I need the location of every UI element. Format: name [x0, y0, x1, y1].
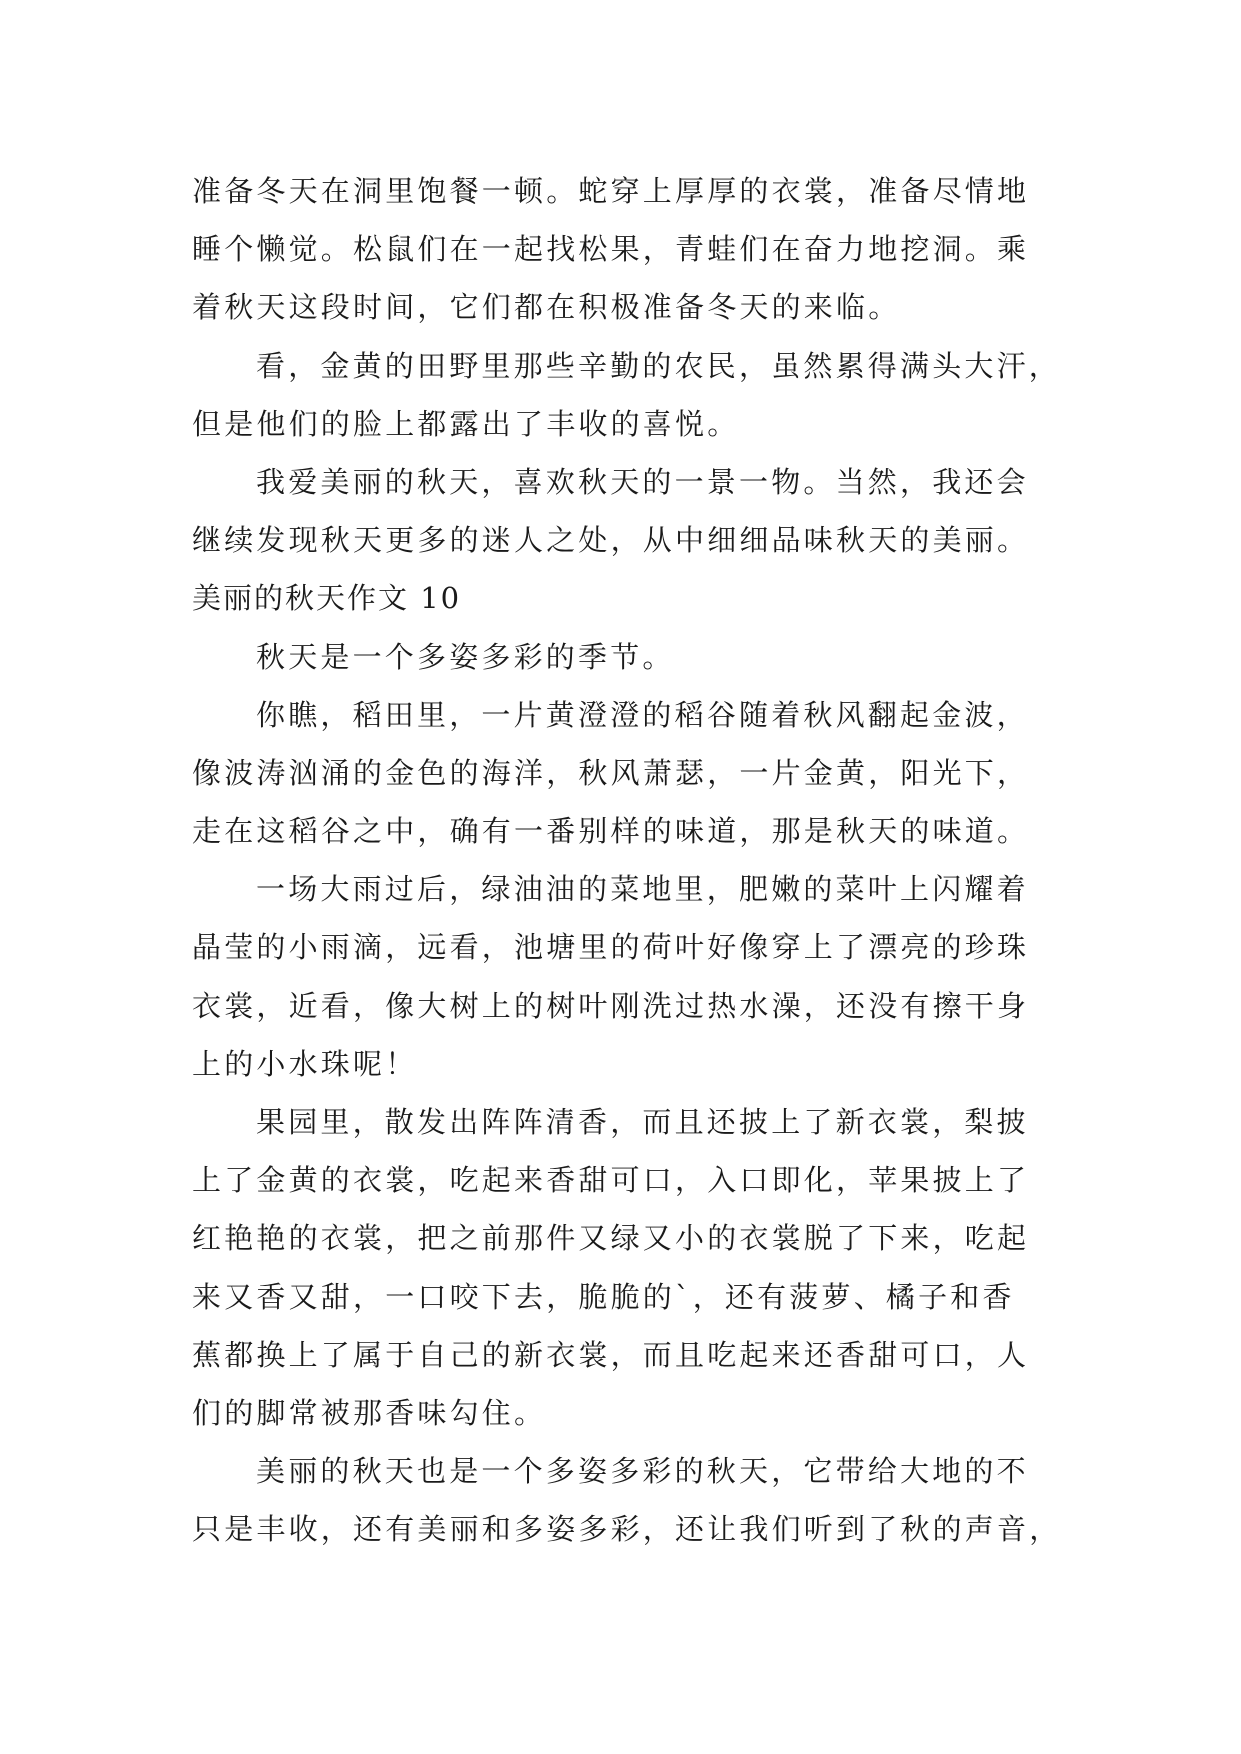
text-line: 着秋天这段时间，它们都在积极准备冬天的来临。	[192, 290, 901, 325]
text-line: 睡个懒觉。松鼠们在一起找松果，青蛙们在奋力地挖洞。乘	[192, 232, 1030, 267]
text-line: 蕉都换上了属于自己的新衣裳，而且吃起来还香甜可口，人	[192, 1337, 1030, 1372]
text-line: 衣裳，近看，像大树上的树叶刚洗过热水澡，还没有擦干身	[192, 988, 1030, 1023]
text-line: 来又香又甜，一口咬下去，脆脆的`，还有菠萝、橘子和香	[192, 1279, 1015, 1314]
paragraph-start-line: 果园里，散发出阵阵清香，而且还披上了新衣裳，梨披	[256, 1105, 1029, 1139]
text-line: 们的脚常被那香味勾住。	[192, 1395, 547, 1430]
paragraph-start-line: 一场大雨过后，绿油油的菜地里，肥嫩的菜叶上闪耀着	[256, 872, 1029, 907]
text-line: 但是他们的脸上都露出了丰收的喜悦。	[192, 406, 740, 441]
essay-body	[192, 162, 1072, 1559]
section-heading: 美丽的秋天作文 10	[192, 581, 462, 616]
paragraph-start-line: 看，金黄的田野里那些辛勤的农民，虽然累得满头大汗，	[256, 348, 1062, 383]
paragraph-start-line: 秋天是一个多姿多彩的季节。	[256, 639, 675, 674]
text-line: 像波涛汹涌的金色的海洋，秋风萧瑟，一片金黄，阳光下，	[192, 755, 1030, 790]
text-line: 上的小水珠呢！	[192, 1046, 418, 1081]
text-line: 准备冬天在洞里饱餐一顿。蛇穿上厚厚的衣裳，准备尽情地	[192, 174, 1030, 208]
text-line: 只是丰收，还有美丽和多姿多彩，还让我们听到了秋的声音，	[192, 1512, 1062, 1547]
paragraph-start-line: 美丽的秋天也是一个多姿多彩的秋天，它带给大地的不	[256, 1454, 1029, 1489]
text-line: 红艳艳的衣裳，把之前那件又绿又小的衣裳脱了下来，吃起	[192, 1221, 1030, 1256]
paragraph-start-line: 我爱美丽的秋天，喜欢秋天的一景一物。当然，我还会	[256, 464, 1029, 499]
text-line: 上了金黄的衣裳，吃起来香甜可口，入口即化，苹果披上了	[192, 1163, 1030, 1198]
paragraph-start-line: 你瞧，稻田里，一片黄澄澄的稻谷随着秋风翻起金波，	[256, 697, 1029, 732]
text-line: 继续发现秋天更多的迷人之处，从中细细品味秋天的美丽。	[192, 523, 1030, 558]
text-line: 走在这稻谷之中，确有一番别样的味道，那是秋天的味道。	[192, 814, 1030, 849]
text-line: 晶莹的小雨滴，远看，池塘里的荷叶好像穿上了漂亮的珍珠	[192, 930, 1030, 965]
